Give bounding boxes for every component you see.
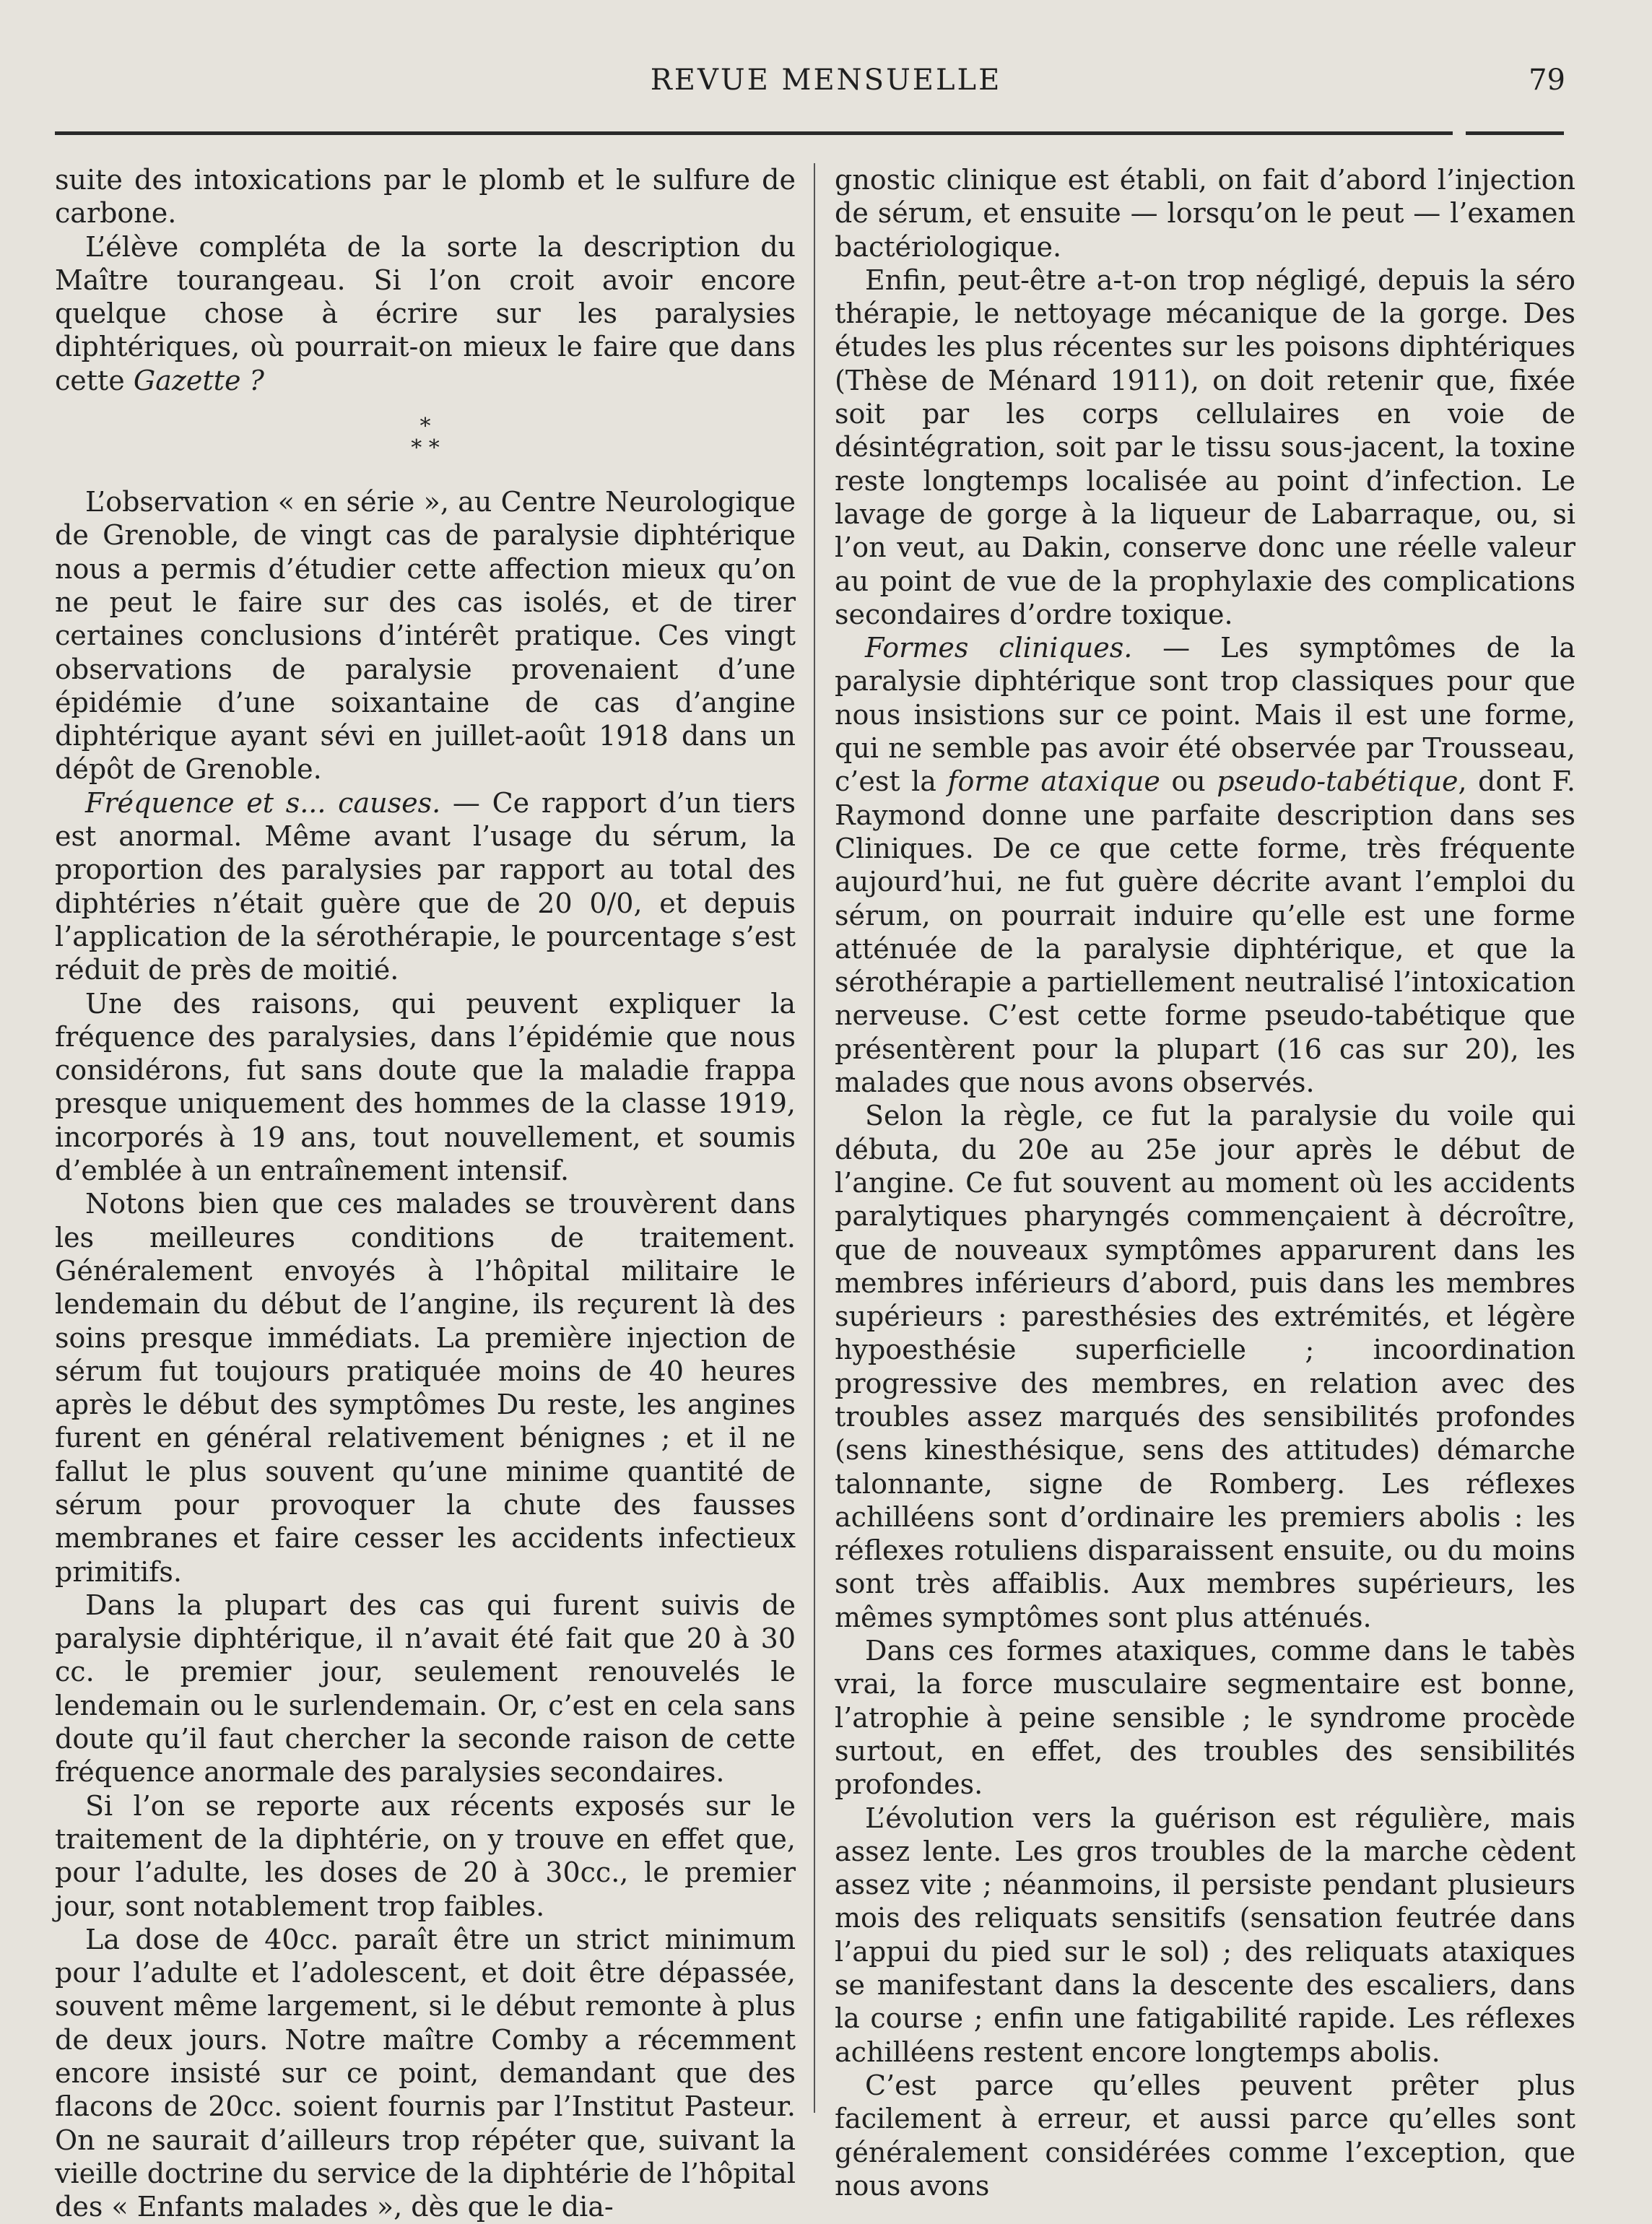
paragraph-text: — Les symptômes de la paralysie diphtérique sont trop classiques pour que nous insistions sur ce point. Mais il est une forme, qui ne semble pas avoir été observée par Trousseau, c’est la	[835, 632, 1575, 798]
term-italic: forme ataxique	[947, 765, 1160, 798]
paragraph: Notons bien que ces malades se trouvèrent dans les meilleures conditions de traitement. Généralement envoyés à l’hôpital militaire le lendemain du début de l’angine, ils reçurent là des soins presque immédiats. La première injection de sérum fut toujours pratiquée moins de 40 heures après le début des symptômes Du reste, les angines furent en général relativement bénignes ; et il ne fallut le plus souvent qu’une minime quantité de sérum pour provoquer la chute des fausses membranes et faire cesser les accidents infectieux primitifs.	[55, 1188, 796, 1588]
paragraph: Selon la règle, ce fut la paralysie du voile qui débuta, du 20e au 25e jour après le début de l’angine. Ce fut souvent au moment où les accidents paralytiques pharyngés commençaient à décroître, que de nouveaux symptômes apparurent dans les membres inférieurs d’abord, puis dans les membres supérieurs : paresthésies des extrémités, et légère hypoesthésie superficielle ; incoordination progressive des membres, en relation avec des troubles assez marqués des sensibilités profondes (sens kinesthésique, sens des attitudes) démarche talonnante, signe de Romberg. Les réflexes achilléens sont d’ordinaire les premiers abolis : les réflexes rotuliens disparaissent ensuite, ou du moins sont très affaiblis. Aux membres supérieurs, les mêmes symptômes sont plus atténués.	[835, 1100, 1575, 1633]
paragraph	[55, 786, 796, 987]
asterism-top: *	[419, 414, 431, 440]
paragraph-text: L’élève compléta de la sorte la description du Maître tourangeau. Si l’on croit avoir encore quelque chose à écrire sur les paralysies diphtériques, où pourrait-on mieux le faire que dans cette	[55, 230, 796, 396]
journal-name-italic: Gazette ?	[133, 364, 264, 396]
column-divider	[814, 163, 815, 2113]
paragraph	[835, 631, 1575, 1099]
section-asterism	[55, 414, 796, 461]
section-heading-italic: Formes cliniques.	[865, 632, 1133, 664]
header-rule-end	[1466, 131, 1564, 135]
term-italic: pseudo-tabétique	[1217, 765, 1458, 798]
paragraph: La dose de 40cc. paraît être un strict minimum pour l’adulte et l’adolescent, et doit être dépassée, souvent même largement, si le début remonte à plus de deux jours. Notre maître Comby a récemment encore insisté sur ce point, demandant que des flacons de 20cc. soient fournis par l’Institut Pasteur. On ne saurait d’ailleurs trop répéter que, suivant la vieille doctrine du service de la diphtérie de l’hôpital des « Enfants malades », dès que le dia-	[55, 1923, 796, 2223]
page-number: 79	[1529, 64, 1565, 97]
paragraph: L’évolution vers la guérison est régulière, mais assez lente. Les gros troubles de la marche cèdent assez vite ; néanmoins, il persiste pendant plusieurs mois des reliquats sensitifs (sensation feutrée dans l’appui du pied sur le sol) ; des reliquats ataxiques se manifestant dans la descente des escaliers, dans la course ; enfin une fatigabilité rapide. Les réflexes achilléens restent encore longtemps abolis.	[835, 1802, 1575, 2068]
journal-title: REVUE MENSUELLE	[650, 64, 1002, 97]
paragraph	[55, 230, 796, 397]
right-column	[835, 163, 1576, 2202]
paragraph: Dans la plupart des cas qui furent suivis de paralysie diphtérique, il n’avait été fait que 20 à 30 cc. le premier jour, seulement renouvelés le lendemain ou le surlendemain. Or, c’est en cela sans doute qu’il faut chercher la seconde raison de cette fréquence anormale des paralysies secondaires.	[55, 1589, 796, 1789]
paragraph-text: , dont F. Raymond donne une parfaite description dans ses Cliniques. De ce que cette forme, très fréquente aujourd’hui, ne fut guère décrite avant l’emploi du sérum, on pourrait induire qu’elle est une forme atténuée de la paralysie diphtérique, et que la sérothérapie a partiellement neutralisé l’intoxication nerveuse. C’est cette forme pseudo-tabétique que présentèrent pour la plupart (16 cas sur 20), les malades que nous avons observés.	[835, 765, 1576, 1099]
asterism-bottom: * *	[411, 435, 440, 461]
paragraph-text: ou	[1160, 765, 1217, 798]
paragraph: suite des intoxications par le plomb et le sulfure de carbone.	[55, 164, 796, 230]
paragraph: C’est parce qu’elles peuvent prêter plus facilement à erreur, et aussi parce qu’elles sont généralement considérées comme l’exception, que nous avons	[835, 2069, 1575, 2202]
paragraph: gnostic clinique est établi, on fait d’abord l’injection de sérum, et ensuite — lorsqu’on le peut — l’examen bactériologique.	[835, 164, 1575, 263]
paragraph: L’observation « en série », au Centre Neurologique de Grenoble, de vingt cas de paralysie diphtérique nous a permis d’étudier cette affection mieux qu’on ne peut le faire sur des cas isolés, et de tirer certaines conclusions d’intérêt pratique. Ces vingt observations de paralysie provenaient d’une épidémie d’une soixantaine de cas d’angine diphtérique ayant sévi en juillet-août 1918 dans un dépôt de Grenoble.	[55, 486, 796, 786]
left-column	[55, 163, 796, 2223]
paragraph: Dans ces formes ataxiques, comme dans le tabès vrai, la force musculaire segmentaire est bonne, l’atrophie à peine sensible ; le syndrome procède surtout, en effet, des troubles des sensibilités profondes.	[835, 1635, 1575, 1801]
header-rule	[55, 131, 1453, 135]
section-heading-italic: Fréquence et s... causes.	[85, 786, 441, 819]
paragraph: Si l’on se reporte aux récents exposés sur le traitement de la diphtérie, on y trouve en effet que, pour l’adulte, les doses de 20 à 30cc., le premier jour, sont notablement trop faibles.	[55, 1789, 796, 1922]
paragraph-text: — Ce rapport d’un tiers est anormal. Même avant l’usage du sérum, la proportion des paralysies par rapport au total des diphtéries n’était guère que de 20 0/0, et depuis l’application de la sérothérapie, le pourcentage s’est réduit de près de moitié.	[55, 786, 796, 986]
paragraph: Enfin, peut-être a-t-on trop négligé, depuis la séro thérapie, le nettoyage mécanique de la gorge. Des études les plus récentes sur les poisons diphtériques (Thèse de Ménard 1911), on doit retenir que, fixée soit par les corps cellulaires en voie de désintégration, soit par le tissu sous-jacent, la toxine reste longtemps localisée au point d’infection. Le lavage de gorge à la liqueur de Labarraque, ou, si l’on veut, au Dakin, conserve donc une réelle valeur au point de vue de la prophylaxie des complications secondaires d’ordre toxique.	[835, 264, 1575, 630]
running-head	[0, 64, 1652, 107]
paragraph: Une des raisons, qui peuvent expliquer la fréquence des paralysies, dans l’épidémie que nous considérons, fut sans doute que la maladie frappa presque uniquement des hommes de la classe 1919, incorporés à 19 ans, tout nouvellement, et soumis d’emblée à un entraînement intensif.	[55, 987, 796, 1187]
